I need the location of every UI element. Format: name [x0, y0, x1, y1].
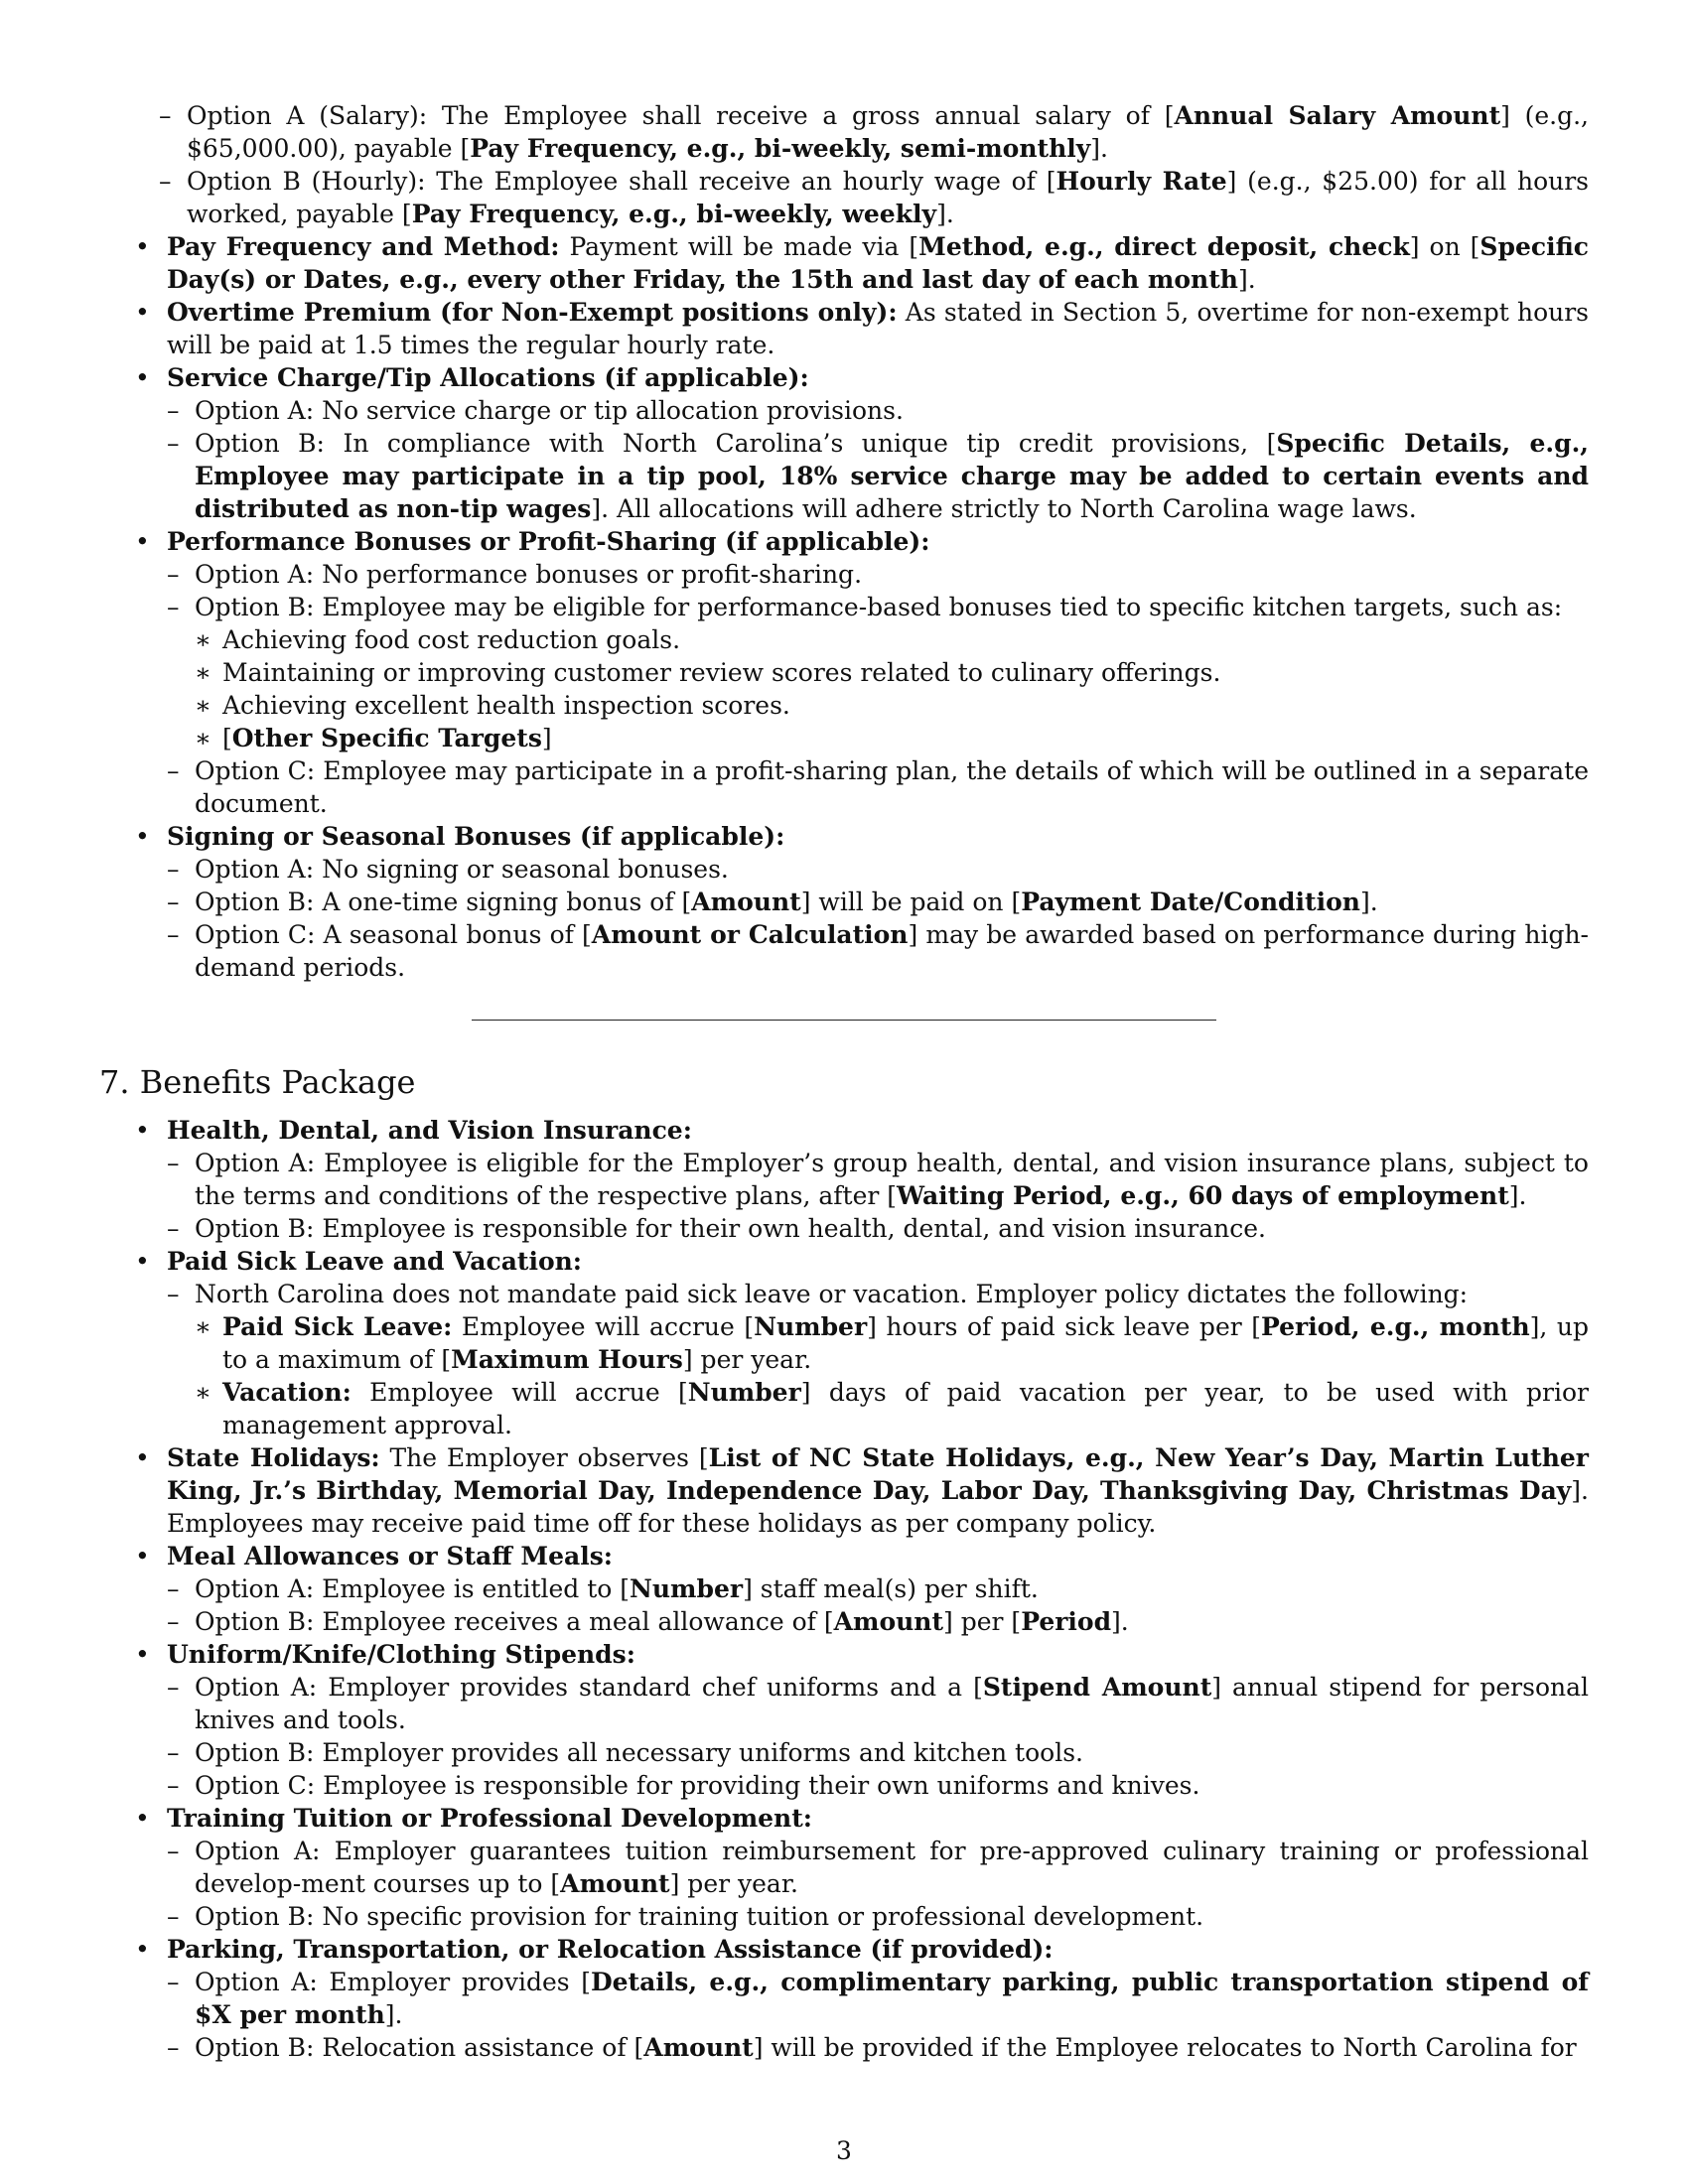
meal-option-a: – Option A: Employee is entitled to [Number] staff meal(s) per shift.: [167, 1572, 1589, 1605]
signing-bonus-item: • Signing or Seasonal Bonuses (if applicable): – Option A: No signing or seasonal bonuses. – Option B: A one-time signing bonus of [Amount] will be paid on [Payment Date/Condition]. – Option C: A seasonal bonus of [Amount or Calculation] may be awarded based on performance during high-demand periods.: [99, 820, 1589, 984]
performance-option-c: – Option C: Employee may participate in a profit-sharing plan, the details of which will be outlined in a separate document.: [167, 754, 1589, 820]
training-item: • Training Tuition or Professional Development: – Option A: Employer guarantees tuition reimbursement for pre-approved culinary training or professional develop-ment courses up to [Amount] per year. – Option B: No specific provision for training tuition or professional development.: [99, 1802, 1589, 1933]
salary-option-b: – Option B (Hourly): The Employee shall receive an hourly wage of [Hourly Rate] (e.g., $25.00) for all hours worked, payable [Pay Frequency, e.g., bi-weekly, weekly].: [159, 165, 1589, 230]
health-insurance-item: • Health, Dental, and Vision Insurance: – Option A: Employee is eligible for the Employer’s group health, dental, and vision insurance plans, subject to the terms and conditions of the respective plans, after [Waiting Period, e.g., 60 days of employment]. – Option B: Employee is responsible for their own health, dental, and vision insurance.: [99, 1114, 1589, 1245]
health-option-b: – Option B: Employee is responsible for their own health, dental, and vision insurance.: [167, 1212, 1589, 1245]
parking-item: • Parking, Transportation, or Relocation Assistance (if provided): – Option A: Employer provides [Details, e.g., complimentary parking, public transportation stipend of $X per month]. – Option B: Relocation assistance of [Amount] will be provided if the Employee relocates to North Carolina for: [99, 1933, 1589, 2064]
target-item: ∗ Achieving excellent health inspection scores.: [195, 689, 1589, 722]
section-7-heading: 7. Benefits Package: [99, 1063, 416, 1101]
target-item-other: ∗ [Other Specific Targets]: [195, 722, 1589, 754]
meal-allowance-item: • Meal Allowances or Staff Meals: – Option A: Employee is entitled to [Number] staff meal(s) per shift. – Option B: Employee receives a meal allowance of [Amount] per [Period].: [99, 1540, 1589, 1638]
document-page: [99, 99, 1589, 2064]
pay-frequency-item: • Pay Frequency and Method: Payment will be made via [Method, e.g., direct deposit, check] on [Specific Day(s) or Dates, e.g., every other Friday, the 15th and last day of each month].: [99, 230, 1589, 296]
meal-option-b: – Option B: Employee receives a meal allowance of [Amount] per [Period].: [167, 1605, 1589, 1638]
page-number: 3: [836, 2136, 852, 2165]
target-item: ∗ Achieving food cost reduction goals.: [195, 623, 1589, 656]
sick-leave-item: • Paid Sick Leave and Vacation: – North Carolina does not mandate paid sick leave or vacation. Employer policy dictates the following: ∗ Paid Sick Leave: Employee will accrue [Number] hours of paid sick leave per [Period, e.g., month], up to a maximum of [Maximum Hours] per year. ∗ Vacation: Employee will accrue [Number] days of paid vacation per year, to be used with prior management approval.: [99, 1245, 1589, 1441]
salary-option-a: – Option A (Salary): The Employee shall receive a gross annual salary of [Annual Salary Amount] (e.g., $65,000.00), payable [Pay Frequency, e.g., bi-weekly, semi-monthly].: [159, 99, 1589, 165]
vacation: ∗ Vacation: Employee will accrue [Number] days of paid vacation per year, to be used with prior management approval.: [195, 1376, 1589, 1441]
overtime-item: • Overtime Premium (for Non-Exempt positions only): As stated in Section 5, overtime for non-exempt hours will be paid at 1.5 times the regular hourly rate.: [99, 296, 1589, 361]
state-holidays-item: • State Holidays: The Employer observes [List of NC State Holidays, e.g., New Year’s Day, Martin Luther King, Jr.’s Birthday, Memorial Day, Independence Day, Labor Day, Thanksgiving Day, Christmas Day]. Employees may receive paid time off for these holidays as per company policy.: [99, 1441, 1589, 1540]
parking-option-a: – Option A: Employer provides [Details, e.g., complimentary parking, public transportation stipend of $X per month].: [167, 1966, 1589, 2031]
benefits-list: [99, 1114, 1589, 2064]
performance-option-a: – Option A: No performance bonuses or profit-sharing.: [167, 558, 1589, 591]
signing-option-a: – Option A: No signing or seasonal bonuses.: [167, 853, 1589, 886]
target-item: ∗ Maintaining or improving customer review scores related to culinary offerings.: [195, 656, 1589, 689]
signing-option-c: – Option C: A seasonal bonus of [Amount or Calculation] may be awarded based on performance during high-demand periods.: [167, 918, 1589, 984]
service-charge-option-b: – Option B: In compliance with North Carolina’s unique tip credit provisions, [Specific Details, e.g., Employee may participate in a tip pool, 18% service charge may be added to certain events and distributed as non-tip wages]. All allocations will adhere strictly to North Carolina wage laws.: [167, 427, 1589, 525]
salary-options-list: [99, 99, 1589, 230]
section-divider: [472, 1020, 1216, 1021]
performance-option-b: – Option B: Employee may be eligible for performance-based bonuses tied to specific kitchen targets, such as: ∗ Achieving food cost reduction goals. ∗ Maintaining or improving customer review scores related to culinary offerings. ∗ Achieving excellent health inspection scores. ∗ [Other Specific Targets]: [167, 591, 1589, 754]
training-option-b: – Option B: No specific provision for training tuition or professional development.: [167, 1900, 1589, 1933]
uniform-stipend-item: • Uniform/Knife/Clothing Stipends: – Option A: Employer provides standard chef uniforms and a [Stipend Amount] annual stipend for personal knives and tools. – Option B: Employer provides all necessary uniforms and kitchen tools. – Option C: Employee is responsible for providing their own uniforms and knives.: [99, 1638, 1589, 1802]
signing-option-b: – Option B: A one-time signing bonus of [Amount] will be paid on [Payment Date/Condition].: [167, 886, 1589, 918]
paid-sick-leave: ∗ Paid Sick Leave: Employee will accrue [Number] hours of paid sick leave per [Period, e.g., month], up to a maximum of [Maximum Hours] per year.: [195, 1310, 1589, 1376]
compensation-list: [99, 230, 1589, 984]
sick-leave-intro: – North Carolina does not mandate paid sick leave or vacation. Employer policy dictates the following: ∗ Paid Sick Leave: Employee will accrue [Number] hours of paid sick leave per [Period, e.g., month], up to a maximum of [Maximum Hours] per year. ∗ Vacation: Employee will accrue [Number] days of paid vacation per year, to be used with prior management approval.: [167, 1278, 1589, 1441]
uniform-option-c: – Option C: Employee is responsible for providing their own uniforms and knives.: [167, 1769, 1589, 1802]
health-option-a: – Option A: Employee is eligible for the Employer’s group health, dental, and vision insurance plans, subject to the terms and conditions of the respective plans, after [Waiting Period, e.g., 60 days of employment].: [167, 1147, 1589, 1212]
training-option-a: – Option A: Employer guarantees tuition reimbursement for pre-approved culinary training or professional develop-ment courses up to [Amount] per year.: [167, 1835, 1589, 1900]
performance-item: • Performance Bonuses or Profit-Sharing (if applicable): – Option A: No performance bonuses or profit-sharing. – Option B: Employee may be eligible for performance-based bonuses tied to specific kitchen targets, such as: ∗ Achieving food cost reduction goals. ∗ Maintaining or improving customer review scores related to culinary offerings. ∗ Achieving excellent health inspection scores. ∗ [Other Specific Targets] – Option C: Employee may participate in a profit-sharing plan, the details of which will be outlined in a separate document.: [99, 525, 1589, 820]
uniform-option-b: – Option B: Employer provides all necessary uniforms and kitchen tools.: [167, 1736, 1589, 1769]
service-charge-item: • Service Charge/Tip Allocations (if applicable): – Option A: No service charge or tip allocation provisions. – Option B: In compliance with North Carolina’s unique tip credit provisions, [Specific Details, e.g., Employee may participate in a tip pool, 18% service charge may be added to certain events and distributed as non-tip wages]. All allocations will adhere strictly to North Carolina wage laws.: [99, 361, 1589, 525]
parking-option-b: – Option B: Relocation assistance of [Amount] will be provided if the Employee relocates to North Carolina for: [167, 2031, 1589, 2064]
uniform-option-a: – Option A: Employer provides standard chef uniforms and a [Stipend Amount] annual stipend for personal knives and tools.: [167, 1671, 1589, 1736]
service-charge-option-a: – Option A: No service charge or tip allocation provisions.: [167, 394, 1589, 427]
